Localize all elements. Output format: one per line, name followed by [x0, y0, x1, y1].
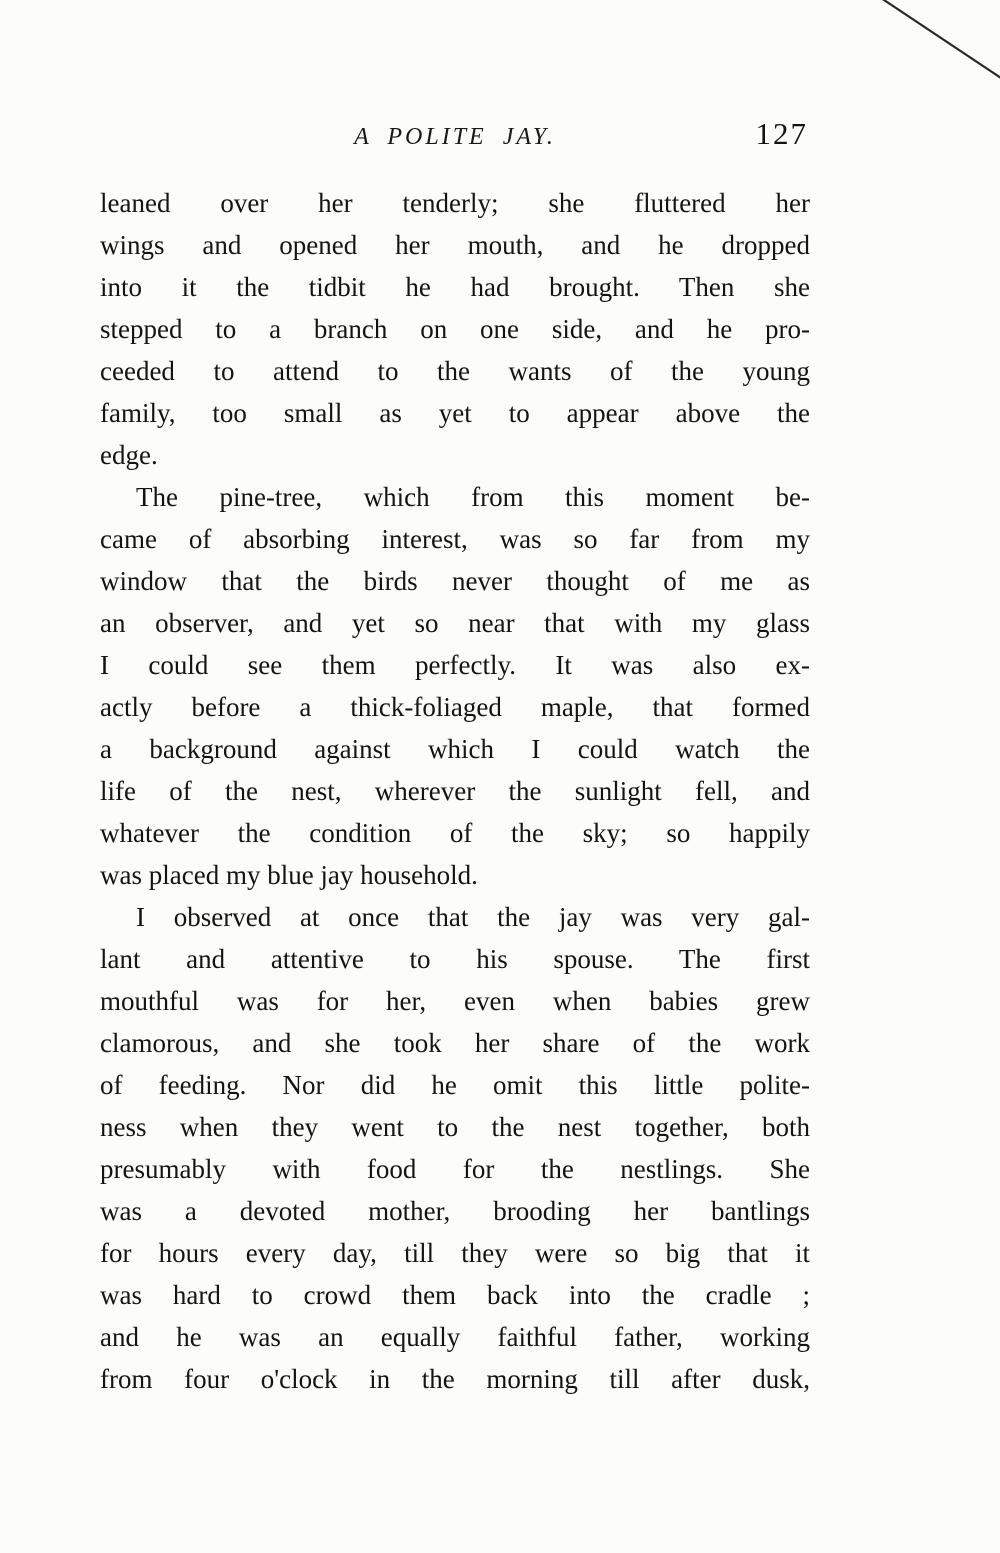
text-line: and he was an equally faithful father, working [100, 1322, 810, 1352]
text-line: was hard to crowd them back into the cradle ; [100, 1280, 810, 1310]
text-line: was a devoted mother, brooding her bantlings [100, 1196, 810, 1226]
text-line: window that the birds never thought of me as [100, 566, 810, 596]
text-line: leaned over her tenderly; she fluttered her [100, 188, 810, 218]
paragraph [100, 182, 810, 476]
text-line: ceeded to attend to the wants of the young [100, 356, 810, 386]
text-line: for hours every day, till they were so big that it [100, 1238, 810, 1268]
text-line: whatever the condition of the sky; so happily [100, 818, 810, 848]
header-title: A POLITE JAY. [354, 124, 556, 150]
text-line: into it the tidbit he had brought. Then she [100, 272, 810, 302]
text-line: from four o'clock in the morning till after dusk, [100, 1364, 810, 1394]
text-line: life of the nest, wherever the sunlight fell, and [100, 776, 810, 806]
text-line: of feeding. Nor did he omit this little polite- [100, 1070, 810, 1100]
paragraph [100, 476, 810, 896]
text-line: ness when they went to the nest together, both [100, 1112, 810, 1142]
text-line: came of absorbing interest, was so far from my [100, 524, 810, 554]
text-line: an observer, and yet so near that with my glass [100, 608, 810, 638]
page-corner-crease-line [870, 0, 1000, 90]
text-line: family, too small as yet to appear above the [100, 398, 810, 428]
text-line: I could see them perfectly. It was also ex- [100, 650, 810, 680]
text-line: I observed at once that the jay was very gal- [136, 902, 810, 932]
page-number: 127 [755, 116, 808, 151]
text-line: stepped to a branch on one side, and he pro- [100, 314, 810, 344]
text-block [100, 182, 810, 1400]
text-line: The pine-tree, which from this moment be- [136, 482, 810, 512]
paragraph [100, 896, 810, 1400]
text-line: wings and opened her mouth, and he dropped [100, 230, 810, 260]
text-line: a background against which I could watch the [100, 734, 810, 764]
text-line: lant and attentive to his spouse. The first [100, 944, 810, 974]
text-line: clamorous, and she took her share of the work [100, 1028, 810, 1058]
text-line: mouthful was for her, even when babies grew [100, 986, 810, 1016]
running-header [100, 116, 810, 160]
text-line: presumably with food for the nestlings. She [100, 1154, 810, 1184]
text-line: edge. [100, 440, 158, 470]
text-line: was placed my blue jay household. [100, 860, 478, 890]
text-line: actly before a thick-foliaged maple, that formed [100, 692, 810, 722]
